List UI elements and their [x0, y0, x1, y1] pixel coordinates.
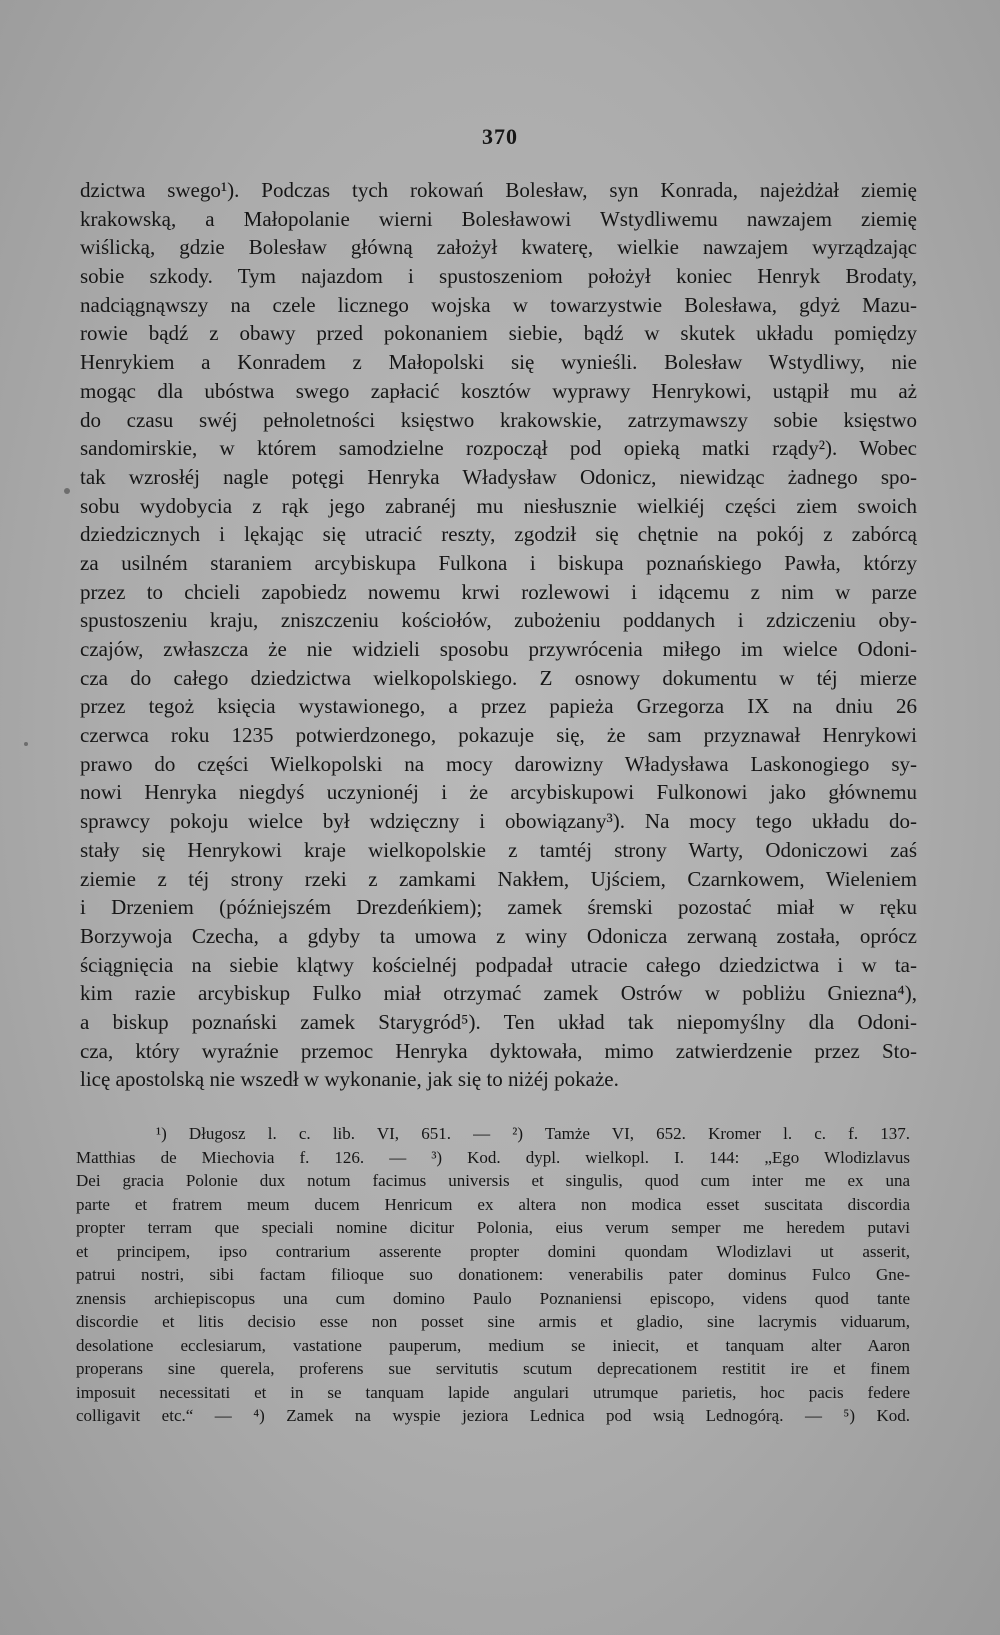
text-line: cza do całego dziedzictwa wielkopolskiego. Z osnowy dokumentu w téj mierze	[80, 665, 917, 690]
text-line: czerwca roku 1235 potwierdzonego, pokazuje się, że sam przyznawał Henrykowi	[80, 723, 917, 748]
text-line: mogąc dla ubóstwa swego zapłacić kosztów wyprawy Henrykowi, ustąpił mu aż	[80, 378, 917, 403]
ink-speck	[64, 488, 70, 494]
text-line: kim razie arcybiskup Fulko miał otrzymać zamek Ostrów w pobliżu Gniezna⁴),	[80, 981, 917, 1006]
page-number: 370	[482, 124, 518, 149]
text-line: krakowską, a Małopolanie wierni Bolesławowi Wstydliwemu nawzajem ziemię	[80, 206, 917, 231]
text-line: Henrykiem a Konradem z Małopolski się wynieśli. Bolesław Wstydliwy, nie	[80, 350, 917, 375]
text-line: i Drzeniem (późniejszém Drezdeńkiem); zamek śremski pozostać miał w ręku	[80, 895, 917, 920]
text-line: za usilném staraniem arcybiskupa Fulkona i biskupa poznańskiego Pawła, którzy	[80, 550, 917, 575]
footnote-line: patrui nostri, sibi factam filioque suo donationem: venerabilis pater dominus Fulco Gne-	[76, 1265, 910, 1284]
text-line: do czasu swéj pełnoletności księstwo krakowskie, zatrzymawszy sobie księstwo	[80, 407, 917, 432]
text-line: przez to chcieli zapobiedz nowemu krwi rozlewowi i idącemu z nim w parze	[80, 579, 917, 604]
text-line: stały się Henrykowi kraje wielkopolskie z tamtéj strony Warty, Odoniczowi zaś	[80, 837, 917, 862]
text-line: sprawcy pokoju wielce był wdzięczny i obowiązany³). Na mocy tego układu do-	[80, 809, 917, 834]
footnote-line: et principem, ipso contrarium asserente propter domini quondam Wlodizlavi ut asserit,	[76, 1241, 910, 1261]
footnote-line: Matthias de Miechovia f. 126. — ³) Kod. dypl. wielkopl. I. 144: „Ego Wlodizlavus	[76, 1147, 910, 1167]
footnotes	[76, 1122, 910, 1428]
footnote-line: discordie et litis decisio esse non posset sine armis et gladio, sine lacrymis viduarum,	[76, 1312, 910, 1331]
ink-speck	[24, 742, 28, 746]
main-text	[80, 176, 917, 1094]
text-line: tak wzrosłéj nagle potęgi Henryka Władysław Odonicz, niewidząc żadnego spo-	[80, 464, 917, 489]
text-line: nadciągnąwszy na czele licznego wojska w towarzystwie Bolesława, gdyż Mazu-	[80, 292, 917, 317]
text-line: spustoszeniu kraju, zniszczeniu kościołów, zubożeniu poddanych i zdziczeniu oby-	[80, 608, 917, 633]
text-line: sandomirskie, w którem samodzielne rozpoczął pod opieką matki rządy²). Wobec	[80, 436, 917, 461]
text-line: wiślicką, gdzie Bolesław główną założył kwaterę, wielkie nawzajem wyrządzając	[80, 235, 917, 260]
text-line: nowi Henryka niegdyś uczynionéj i że arcybiskupowi Fulkonowi jako głównemu	[80, 780, 917, 805]
text-line: dzictwa swego¹). Podczas tych rokowań Bolesław, syn Konrada, najeżdżał ziemię	[80, 178, 917, 202]
text-line: licę apostolską nie wszedł w wykonanie, jak się to niżéj pokaże.	[80, 1067, 619, 1092]
text-line: ściągnięcia na siebie klątwy kościelnéj podpadał utracie całego dziedzictwa i w ta-	[80, 952, 917, 977]
text-line: rowie bądź z obawy przed pokonaniem siebie, bądź w skutek układu pomiędzy	[80, 321, 917, 346]
footnote-line: imposuit necessitati et in se tanquam lapide angulari utrumque parietis, hoc pacis federe	[76, 1382, 910, 1402]
footnote-line: desolatione ecclesiarum, vastatione pauperum, medium se iniecit, et tanquam alter Aaron	[76, 1335, 910, 1355]
footnote-line: znensis archiepiscopus una cum domino Paulo Poznaniensi episcopo, videns quod tante	[76, 1288, 910, 1308]
footnote-line: properans sine querela, proferens sue servitutis scutum deprecationem restitit ire et finem	[76, 1359, 910, 1378]
text-line: sobu wydobycia z rąk jego zabranéj mu niesłusznie wielkiéj części ziem swoich	[80, 493, 917, 518]
footnote-line: colligavit etc.“ — ⁴) Zamek na wyspie jeziora Lednica pod wsią Lednogórą. — ⁵) Kod.	[76, 1406, 910, 1425]
text-line: dziedzicznych i lękając się utracić reszty, zgodził się chętnie na pokój z zabórcą	[80, 522, 917, 547]
text-line: Borzywoja Czecha, a gdyby ta umowa z winy Odonicza zerwaną została, oprócz	[80, 923, 917, 948]
text-line: prawo do części Wielkopolski na mocy darowizny Władysława Laskonogiego sy-	[80, 751, 917, 776]
text-line: cza, który wyraźnie przemoc Henryka dyktowała, mimo zatwierdzenie przez Sto-	[80, 1038, 917, 1063]
text-line: ziemie z téj strony rzeki z zamkami Nakłem, Ujściem, Czarnkowem, Wieleniem	[80, 866, 917, 891]
text-line: a biskup poznański zamek Starygród⁵). Ten układ tak niepomyślny dla Odoni-	[80, 1009, 917, 1034]
footnote-line: Dei gracia Polonie dux notum facimus universis et singulis, quod cum inter me ex una	[76, 1171, 910, 1190]
text-line: czajów, zwłaszcza że nie widzieli sposobu przywrócenia miłego im wielce Odoni-	[80, 637, 917, 661]
text-line: przez tegoż księcia wystawionego, a przez papieża Grzegorza IX na dniu 26	[80, 694, 917, 719]
footnote-line: ¹) Długosz l. c. lib. VI, 651. — ²) Tamże VI, 652. Kromer l. c. f. 137.	[156, 1124, 910, 1143]
footnote-line: parte et fratrem meum ducem Henricum ex altera non modica esset suscitata discordia	[76, 1194, 910, 1214]
text-line: sobie szkody. Tym najazdom i spustoszeniom położył koniec Henryk Brodaty,	[80, 264, 917, 289]
footnote-line: propter terram que speciali nomine dicitur Polonia, eius verum semper me heredem putavi	[76, 1218, 910, 1237]
